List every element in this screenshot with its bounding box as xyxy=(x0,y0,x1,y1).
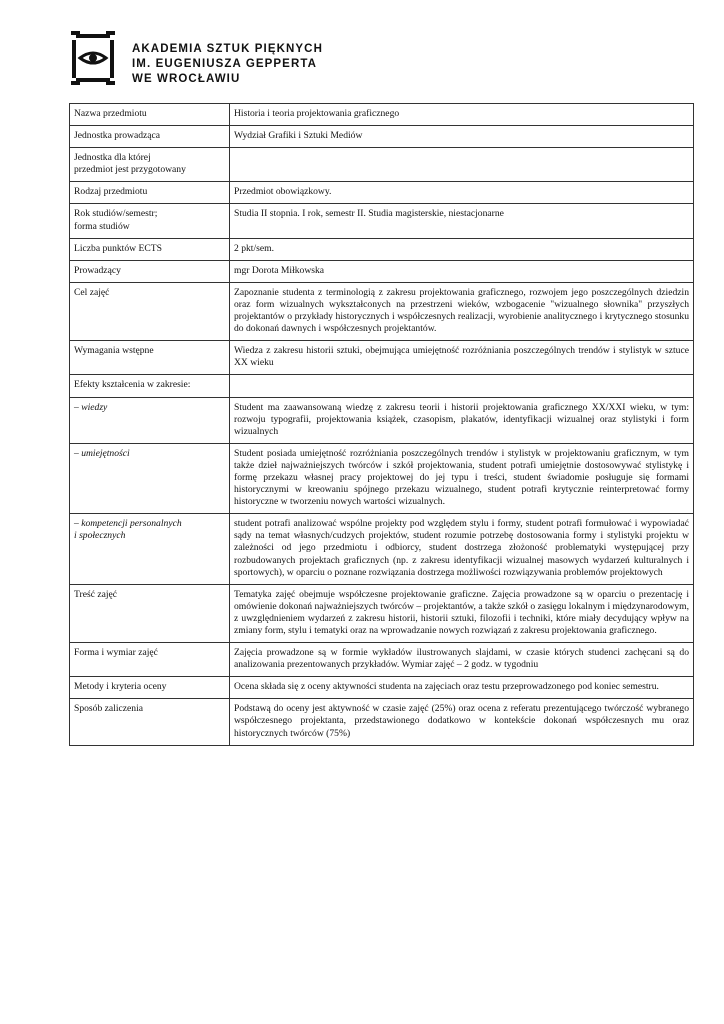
table-row-course-type xyxy=(70,182,694,204)
table-row-competences xyxy=(70,514,694,584)
row-label: Wymagania wstępne xyxy=(70,341,230,375)
table-row-prerequisites xyxy=(70,341,694,375)
row-label: Rodzaj przedmiotu xyxy=(70,182,230,204)
table-row-knowledge xyxy=(70,397,694,443)
table-row-ects xyxy=(70,238,694,260)
table-row-assessment-methods xyxy=(70,677,694,699)
row-label: Nazwa przedmiotu xyxy=(70,104,230,126)
row-label: – kompetencji personalnych i społecznych xyxy=(70,514,230,584)
row-label: Jednostka dla której przedmiot jest przygotowany xyxy=(70,148,230,182)
row-label: Rok studiów/semestr; forma studiów xyxy=(70,204,230,238)
row-label: Sposób zaliczenia xyxy=(70,699,230,745)
row-value: Ocena składa się z oceny aktywności studenta na zajęciach oraz testu przeprowadzonego pod koniec semestru. xyxy=(230,677,694,699)
row-value: Student posiada umiejętność rozróżniania poszczególnych trendów i stylistyk w projektowaniu graficznym, w tym także dzieł najważniejszych twórców i szkół projektowania, student potrafi umiejętnie dostosowywać stylistykę i formę przekazu własnej pracy projektowej do jej typu i treści, student świadomie posługuje się formami historycznymi w kreowaniu spójnego przekazu wizualnego, student potrafi krytycznie reinterpretować formy historyczne w tworzeniu nowych wartości wizualnych. xyxy=(230,443,694,513)
row-label: Liczba punktów ECTS xyxy=(70,238,230,260)
row-value: Tematyka zajęć obejmuje współczesne projektowanie graficzne. Zajęcia prowadzone są w oparciu o prezentację i omówienie dokonań najważniejszych twórców – projektantów, a także szkół o zasięgu lokalnym i międzynarodowym, z uwzględnieniem wydarzeń z zakresu historii, historii sztuki, filozofii i techniki, które miały decydujący wpływ na zmiany form, stylu i tematyki oraz na wprowadzanie nowych rozwiązań z zakresu projektowania graficznego. xyxy=(230,584,694,642)
row-value: Wiedza z zakresu historii sztuki, obejmująca umiejętność rozróżniania poszczególnych trendów i stylistyk w sztuce XX wieku xyxy=(230,341,694,375)
page-header xyxy=(68,30,323,92)
table-row-learning-outcomes xyxy=(70,375,694,397)
row-label: Jednostka prowadząca xyxy=(70,126,230,148)
academy-name xyxy=(132,42,323,87)
table-row-target-unit xyxy=(70,148,694,182)
row-value xyxy=(230,375,694,397)
row-value: Przedmiot obowiązkowy. xyxy=(230,182,694,204)
row-label: – wiedzy xyxy=(70,397,230,443)
academy-name-line-1: AKADEMIA SZTUK PIĘKNYCH xyxy=(132,43,323,55)
row-label: Prowadzący xyxy=(70,260,230,282)
row-label: Forma i wymiar zajęć xyxy=(70,643,230,677)
table-row-lecturer xyxy=(70,260,694,282)
academy-name-line-3: WE WROCŁAWIU xyxy=(132,73,241,85)
row-value: Podstawą do oceny jest aktywność w czasie zajęć (25%) oraz ocena z referatu prezentującego twórczość wybranego współczesnego projektanta, przedstawionego dodatkowo w kontekście dokonań współczesnych mu oraz historycznych twórców (75%) xyxy=(230,699,694,745)
table-row-skills xyxy=(70,443,694,513)
row-value: Wydział Grafiki i Sztuki Mediów xyxy=(230,126,694,148)
row-value: Historia i teoria projektowania graficznego xyxy=(230,104,694,126)
table-row-course-form xyxy=(70,643,694,677)
row-value: student potrafi analizować wspólne projekty pod względem stylu i formy, student potrafi formułować i wypowiadać sądy na temat własnych/cudzych projektów, student rozumie potrzebę dostosowania formy i stylistyki projektu w zależności od jego przedmiotu i odbiorcy, student dostrzega złożoność problematyki występującej przy rozbudowanych projektach graficznych (np. z zakresu identyfikacji wizualnej masowych wydarzeń kulturalnych i sportowych), w oparciu o poznane rozwiązania dostrzega możliwości rozwiązywania problemów projektowych xyxy=(230,514,694,584)
table-row-course-content xyxy=(70,584,694,642)
table-row-course-name xyxy=(70,104,694,126)
row-label: Metody i kryteria oceny xyxy=(70,677,230,699)
table-row-year-semester xyxy=(70,204,694,238)
row-label: Treść zajęć xyxy=(70,584,230,642)
row-value: Studia II stopnia. I rok, semestr II. Studia magisterskie, niestacjonarne xyxy=(230,204,694,238)
table-row-unit xyxy=(70,126,694,148)
row-label: – umiejętności xyxy=(70,443,230,513)
academy-name-line-2: IM. EUGENIUSZA GEPPERTA xyxy=(132,58,318,70)
row-value: mgr Dorota Miłkowska xyxy=(230,260,694,282)
row-value xyxy=(230,148,694,182)
course-syllabus-table xyxy=(69,103,694,746)
row-value: Zapoznanie studenta z terminologią z zakresu projektowania graficznego, rozwojem jego poszczególnych dziedzin oraz form wizualnych wykształconych na przestrzeni wieków, wzbogacenie "wizualnego słownika" przyszłych projektantów o przykłady historycznych i współczesnych realizacji, wyrobienie analitycznego i krytycznego stosunku do dokonań dawnych i współczesnych projektantów. xyxy=(230,282,694,340)
row-label: Efekty kształcenia w zakresie: xyxy=(70,375,230,397)
table-row-course-goal xyxy=(70,282,694,340)
row-label: Cel zajęć xyxy=(70,282,230,340)
academy-eye-logo-icon xyxy=(68,30,118,86)
row-value: 2 pkt/sem. xyxy=(230,238,694,260)
row-value: Zajęcia prowadzone są w formie wykładów ilustrowanych slajdami, w czasie których studenci zachęcani są do analizowania prezentowanych przykładów. Wymiar zajęć – 2 godz. w tygodniu xyxy=(230,643,694,677)
row-value: Student ma zaawansowaną wiedzę z zakresu teorii i historii projektowania graficznego XX/XXI wieku, w tym: rozwoju typografii, projektowania książek, czasopism, plakatów, identyfikacji wizualnej oraz stylistyki i form wizualnych xyxy=(230,397,694,443)
table-row-passing-method xyxy=(70,699,694,745)
